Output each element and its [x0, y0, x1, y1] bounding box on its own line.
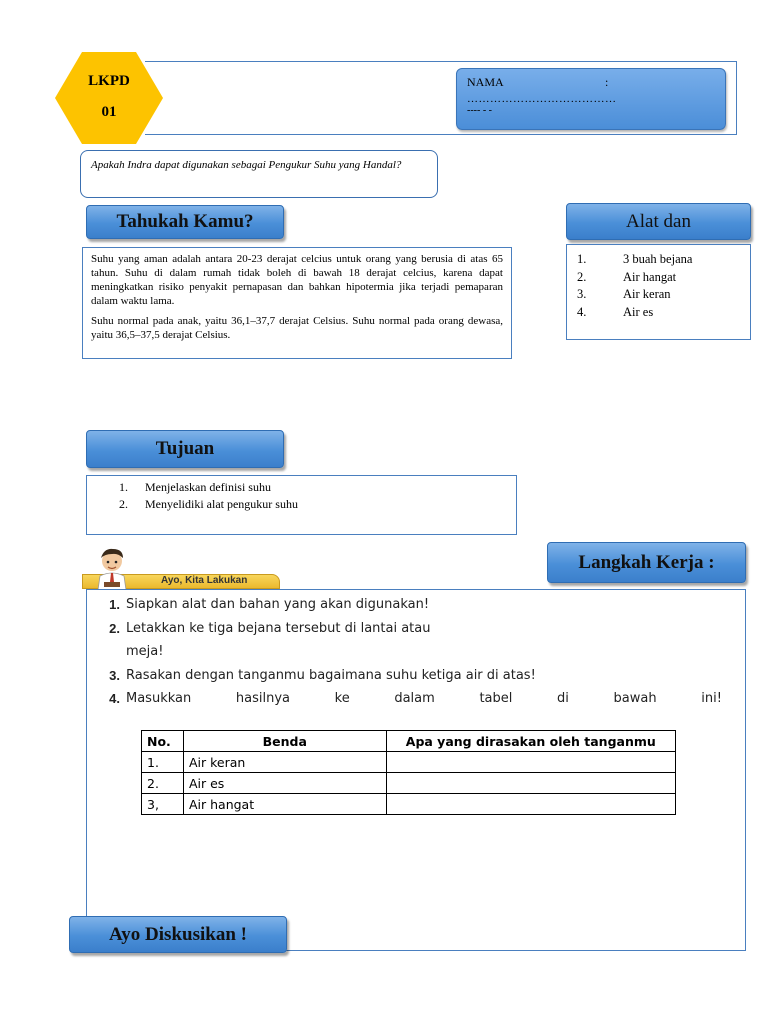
step4-word: ke	[334, 691, 350, 706]
langkah-step-num: 1.	[109, 597, 120, 612]
alat-item	[577, 269, 750, 287]
tahukah-header	[86, 205, 284, 239]
step4-word: bawah	[613, 691, 657, 706]
table-cell-benda: Air hangat	[183, 794, 386, 815]
table-cell-rasa[interactable]	[386, 773, 675, 794]
tujuan-item-text: Menjelaskan definisi suhu	[145, 480, 271, 494]
langkah-step	[96, 617, 741, 641]
alat-item	[577, 251, 750, 269]
table-cell-no: 3,	[142, 794, 184, 815]
badge-number: 01	[101, 104, 117, 120]
tujuan-header	[86, 430, 284, 468]
cut-line: ---- - -	[467, 105, 492, 116]
langkah-step	[96, 687, 741, 711]
alat-title: Alat dan	[626, 210, 691, 232]
alat-item	[577, 286, 750, 304]
langkah-step-text	[126, 687, 722, 711]
step4-word: Masukkan	[126, 691, 192, 706]
tahukah-paragraph-1: Suhu yang aman adalah antara 20-23 derajat celcius untuk orang yang berusia di atas 65 tahun. Suhu di dalam rumah tidak boleh di bawah 18 derajat celcius, karena dapat meningkatkan risiko penyakit pernapasan dan bahkan hipotermia jika terjadi pemaparan dalam waktu lama.	[91, 253, 503, 307]
table-cell-benda: Air keran	[183, 752, 386, 773]
diskusi-title: Ayo Diskusikan !	[109, 923, 247, 945]
step4-word: di	[557, 691, 569, 706]
langkah-step	[96, 664, 741, 688]
observation-table	[141, 730, 676, 815]
step4-word: hasilnya	[235, 691, 290, 706]
tujuan-title: Tujuan	[155, 438, 215, 459]
tujuan-list	[119, 479, 516, 513]
langkah-step-num: 4.	[109, 691, 120, 706]
tujuan-item	[119, 496, 516, 513]
table-header-no: No.	[142, 731, 184, 752]
lakukan-banner-label: Ayo, Kita Lakukan	[161, 575, 248, 586]
tahukah-title: Tahukah Kamu?	[116, 211, 254, 232]
alat-item-num: 4.	[577, 304, 587, 319]
langkah-step	[96, 593, 741, 617]
name-label: NAMA	[467, 75, 504, 89]
alat-item-text: Air keran	[623, 287, 671, 301]
alat-item-num: 3.	[577, 287, 587, 301]
tahukah-paragraph-2: Suhu normal pada anak, yaitu 36,1–37,7 derajat Celsius. Suhu normal pada orang dewasa, yaitu 36,5–37,5 derajat Celsius.	[91, 315, 503, 341]
table-cell-rasa[interactable]	[386, 794, 675, 815]
identity-box	[456, 68, 726, 130]
alat-item-text: Air hangat	[623, 269, 677, 284]
tujuan-box	[86, 475, 517, 535]
langkah-step-continuation	[96, 640, 741, 664]
table-header-row	[142, 731, 676, 752]
step4-word: tabel	[479, 691, 513, 706]
langkah-header	[547, 542, 746, 583]
student-mascot-icon	[90, 546, 134, 590]
langkah-step-text: Siapkan alat dan bahan yang akan digunakan!	[126, 597, 430, 612]
tujuan-item-text: Menyelidiki alat pengukur suhu	[145, 497, 298, 511]
table-row	[142, 773, 676, 794]
name-colon: :	[605, 75, 609, 89]
alat-list	[577, 251, 750, 321]
table-cell-rasa[interactable]	[386, 752, 675, 773]
langkah-title: Langkah Kerja :	[578, 551, 715, 573]
diskusi-header	[69, 916, 287, 953]
tujuan-item-num: 2.	[119, 497, 128, 511]
alat-item-text: 3 buah bejana	[623, 252, 693, 266]
table-header-benda: Benda	[183, 731, 386, 752]
langkah-step-num: 3.	[109, 667, 120, 683]
table-row	[142, 794, 676, 815]
question-text: Apakah Indra dapat digunakan sebagai Pengukur Suhu yang Handal?	[91, 159, 402, 171]
table-header-rasa: Apa yang dirasakan oleh tanganmu	[386, 731, 675, 752]
tahukah-box	[82, 247, 512, 359]
table-cell-benda: Air es	[183, 773, 386, 794]
step4-word: dalam	[394, 691, 435, 706]
langkah-step-text: Letakkan ke tiga bejana tersebut di lantai atau	[126, 620, 431, 636]
langkah-step-text: Rasakan dengan tanganmu bagaimana suhu ketiga air di atas!	[126, 667, 536, 683]
tujuan-item-num: 1.	[119, 480, 128, 494]
alat-header	[566, 203, 751, 240]
table-cell-no: 1.	[142, 752, 184, 773]
langkah-step-text: meja!	[126, 644, 164, 659]
tujuan-item	[119, 479, 516, 496]
alat-item-num: 2.	[577, 269, 587, 284]
question-box	[80, 150, 438, 198]
badge-title: LKPD	[88, 73, 130, 89]
alat-item-text: Air es	[623, 304, 654, 319]
table-cell-no: 2.	[142, 773, 184, 794]
alat-box	[566, 244, 751, 340]
alat-item-num: 1.	[577, 252, 587, 266]
step4-word: ini!	[701, 691, 722, 706]
table-row	[142, 752, 676, 773]
name-dots[interactable]: …………………………………	[467, 93, 617, 105]
alat-item	[577, 304, 750, 322]
langkah-step-num: 2.	[109, 620, 120, 636]
langkah-list	[96, 593, 741, 711]
